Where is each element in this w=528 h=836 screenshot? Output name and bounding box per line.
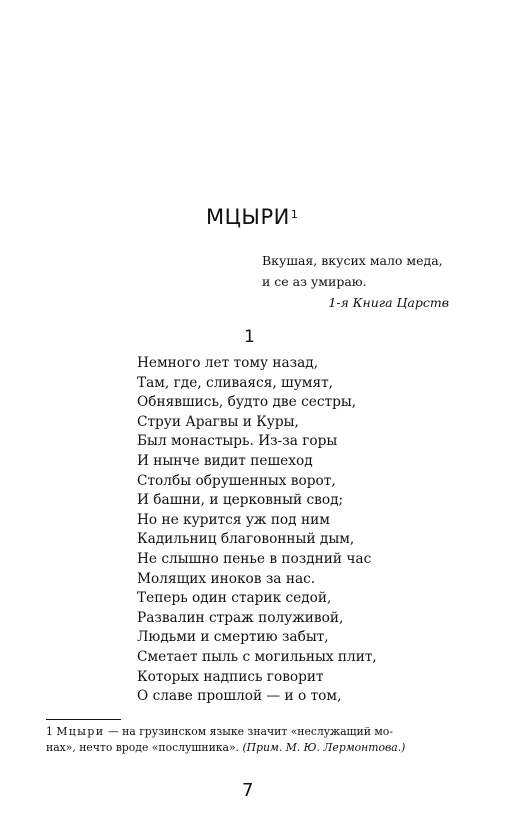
verse-line: О славе прошлой — и о том, (137, 688, 342, 705)
verse-line: Столбы обрушенных ворот, (137, 472, 336, 489)
verse-line: И нынче видит пешеход (137, 452, 313, 469)
poem-title-text: МЦЫРИ (206, 205, 290, 229)
verse-line: Но не курится уж под ним (137, 511, 330, 528)
footnote-divider (46, 719, 121, 720)
verse-line: Был монастырь. Из-за горы (137, 433, 338, 450)
verse-line: Кадильниц благовонный дым, (137, 531, 355, 548)
footnote-marker: 1 (46, 725, 53, 738)
verse-block (137, 354, 377, 707)
verse-line: Не слышно пенье в поздний час (137, 550, 372, 567)
footnote (46, 724, 460, 756)
verse-line: Струи Арагвы и Куры, (137, 413, 299, 430)
footnote-line (46, 724, 460, 740)
page-number: 7 (242, 780, 254, 801)
poem-title (206, 204, 298, 230)
verse-line: Которых надпись говорит (137, 668, 324, 685)
epigraph (262, 250, 462, 313)
verse-line: И башни, и церковный свод; (137, 492, 344, 509)
footnote-text: нах», нечто вроде «послушника». (46, 741, 243, 754)
verse-line: Немного лет тому назад, (137, 355, 319, 371)
verse-line: Там, где, сливаяся, шумят, (137, 374, 334, 391)
epigraph-line: и се аз умираю. (262, 274, 367, 289)
footnote-text: — на грузинском языке значит «неслужащий мо- (104, 725, 393, 738)
section-number: 1 (244, 327, 255, 347)
verse-line: Молящих иноков за нас. (137, 570, 316, 587)
verse-line: Развалин страж полуживой, (137, 609, 344, 626)
epigraph-line: Вкушая, вкусих мало меда, (262, 253, 443, 268)
footnote-editor-note: (Прим. М. Ю. Лермонтова.) (242, 741, 406, 754)
verse-line: Сметает пыль с могильных плит, (137, 648, 377, 665)
verse-line: Теперь один старик седой, (137, 590, 332, 607)
footnote-line (46, 740, 460, 756)
epigraph-source: 1-я Книга Царств (328, 295, 449, 310)
footnote-term: Мцыри (56, 725, 105, 738)
footnote-marker: 1 (290, 208, 299, 221)
verse-line: Обнявшись, будто две сестры, (137, 394, 357, 411)
verse-line: Людьми и смертию забыт, (137, 629, 329, 646)
